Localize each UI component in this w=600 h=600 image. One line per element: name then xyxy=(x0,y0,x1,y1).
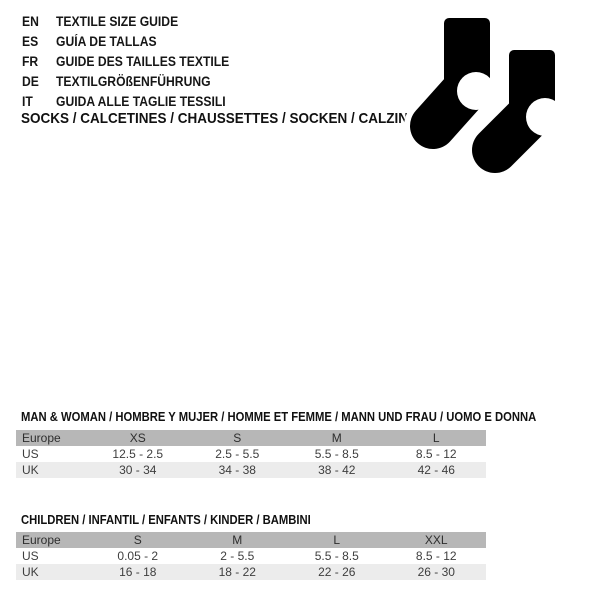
size-value: 8.5 - 12 xyxy=(415,447,457,461)
socks-icon xyxy=(395,5,573,183)
header-cell-size: M xyxy=(232,533,243,547)
size-value: 26 - 30 xyxy=(417,565,455,579)
language-label: TEXTILE SIZE GUIDE xyxy=(56,13,179,29)
size-value: 18 - 22 xyxy=(218,565,256,579)
children-title-text: CHILDREN / INFANTIL / ENFANTS / KINDER / BAMBINI xyxy=(21,513,311,527)
size-value: 22 - 26 xyxy=(318,565,356,579)
table-header-row xyxy=(16,532,486,548)
size-value: 30 - 34 xyxy=(119,463,157,477)
size-value: 34 - 38 xyxy=(218,463,256,477)
language-label: TEXTILGRÖßENFÜHRUNG xyxy=(56,73,211,89)
language-row-en xyxy=(22,11,249,31)
table-row-us xyxy=(16,446,486,462)
man-woman-title-text: MAN & WOMAN / HOMBRE Y MUJER / HOMME ET FEMME / MANN UND FRAU / UOMO E DONNA xyxy=(21,410,537,424)
language-row-it xyxy=(22,91,249,111)
language-row-fr xyxy=(22,51,249,71)
language-label: GUÍA DE TALLAS xyxy=(56,33,157,49)
table-row-us xyxy=(16,548,486,564)
man-woman-section-title xyxy=(21,410,593,424)
row-label: UK xyxy=(22,463,39,477)
language-code: ES xyxy=(22,33,39,49)
language-label: GUIDE DES TAILLES TEXTILE xyxy=(56,53,230,69)
category-title-text: SOCKS / CALCETINES / CHAUSSETTES / SOCKEN / CALZINI xyxy=(21,110,412,127)
size-value: 0.05 - 2 xyxy=(117,549,159,563)
language-code: FR xyxy=(22,53,39,69)
row-label: US xyxy=(22,447,39,461)
table-header-row xyxy=(16,430,486,446)
row-label: UK xyxy=(22,565,39,579)
size-value: 2.5 - 5.5 xyxy=(215,447,260,461)
header-cell-size: L xyxy=(333,533,341,547)
language-code: EN xyxy=(22,13,39,29)
size-value: 38 - 42 xyxy=(318,463,356,477)
size-value: 8.5 - 12 xyxy=(415,549,457,563)
header-cell-size: M xyxy=(331,431,342,445)
header-cell-size: L xyxy=(432,431,440,445)
size-value: 12.5 - 2.5 xyxy=(112,447,164,461)
table-row-uk xyxy=(16,564,486,580)
size-value: 5.5 - 8.5 xyxy=(314,447,359,461)
size-value: 16 - 18 xyxy=(119,565,157,579)
language-row-es xyxy=(22,31,249,51)
sock-back-shape xyxy=(495,50,564,150)
size-value: 2 - 5.5 xyxy=(220,549,255,563)
language-code: DE xyxy=(22,73,39,89)
language-label: GUIDA ALLE TAGLIE TESSILI xyxy=(56,93,226,109)
header-cell-size: XS xyxy=(129,431,146,445)
category-title xyxy=(21,110,455,127)
header-cell-region: Europe xyxy=(22,533,61,547)
language-guide xyxy=(22,11,249,111)
size-value: 42 - 46 xyxy=(417,463,455,477)
header-cell-size: XXL xyxy=(424,533,448,547)
language-code: IT xyxy=(22,93,33,109)
table-row-uk xyxy=(16,462,486,478)
children-section-title xyxy=(21,513,343,527)
language-row-de xyxy=(22,71,249,91)
header-cell-size: S xyxy=(233,431,242,445)
row-label: US xyxy=(22,549,39,563)
size-value: 5.5 - 8.5 xyxy=(314,549,359,563)
header-cell-size: S xyxy=(133,533,142,547)
header-cell-region: Europe xyxy=(22,431,61,445)
size-table-children xyxy=(16,532,486,580)
size-table-man-woman xyxy=(16,430,486,478)
